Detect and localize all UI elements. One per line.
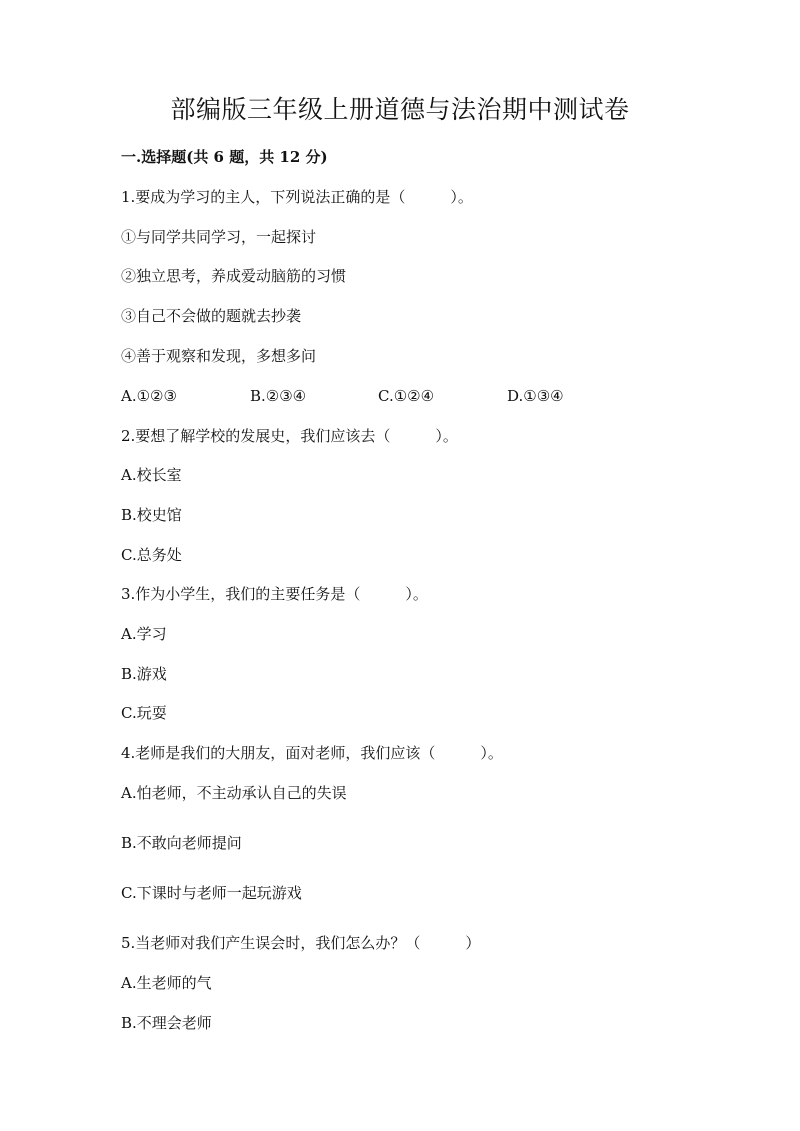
question-2-stem: 2.要想了解学校的发展史，我们应该去（ ）。 (121, 427, 458, 445)
question-1-stem: 1.要成为学习的主人，下列说法正确的是（ ）。 (121, 188, 473, 206)
question-1-option-d[interactable]: D.①③④ (507, 387, 564, 405)
question-4-option-a[interactable]: A.怕老师，不主动承认自己的失误 (121, 784, 347, 802)
question-1-statement-1: ①与同学共同学习，一起探讨 (121, 228, 317, 246)
question-3-option-a[interactable]: A.学习 (121, 625, 167, 643)
question-5-option-a[interactable]: A.生老师的气 (121, 974, 212, 992)
section-heading: 一.选择题(共 6 题，共 12 分) (121, 148, 328, 166)
question-3-option-b[interactable]: B.游戏 (121, 665, 167, 683)
question-5-stem: 5.当老师对我们产生误会时，我们怎么办？（ ） (121, 934, 481, 952)
question-4-option-c[interactable]: C.下课时与老师一起玩游戏 (121, 884, 302, 902)
question-4-stem: 4.老师是我们的大朋友，面对老师，我们应该（ ）。 (121, 744, 503, 762)
question-1-option-b[interactable]: B.②③④ (250, 387, 307, 405)
question-3-option-c[interactable]: C.玩耍 (121, 704, 167, 722)
question-2-option-b[interactable]: B.校史馆 (121, 506, 182, 524)
question-1-statement-2: ②独立思考，养成爱动脑筋的习惯 (121, 267, 347, 285)
question-1-statement-4: ④善于观察和发现，多想多问 (121, 347, 317, 365)
question-4-option-b[interactable]: B.不敢向老师提问 (121, 834, 242, 852)
question-3-stem: 3.作为小学生，我们的主要任务是（ ）。 (121, 585, 428, 603)
question-1-statement-3: ③自己不会做的题就去抄袭 (121, 307, 302, 325)
page-title: 部编版三年级上册道德与法治期中测试卷 (170, 95, 630, 124)
question-5-option-b[interactable]: B.不理会老师 (121, 1014, 212, 1032)
question-1-option-a[interactable]: A.①②③ (121, 387, 177, 405)
question-2-option-c[interactable]: C.总务处 (121, 546, 182, 564)
question-1-options (121, 385, 641, 407)
question-1-option-c[interactable]: C.①②④ (378, 387, 435, 405)
question-2-option-a[interactable]: A.校长室 (121, 466, 182, 484)
